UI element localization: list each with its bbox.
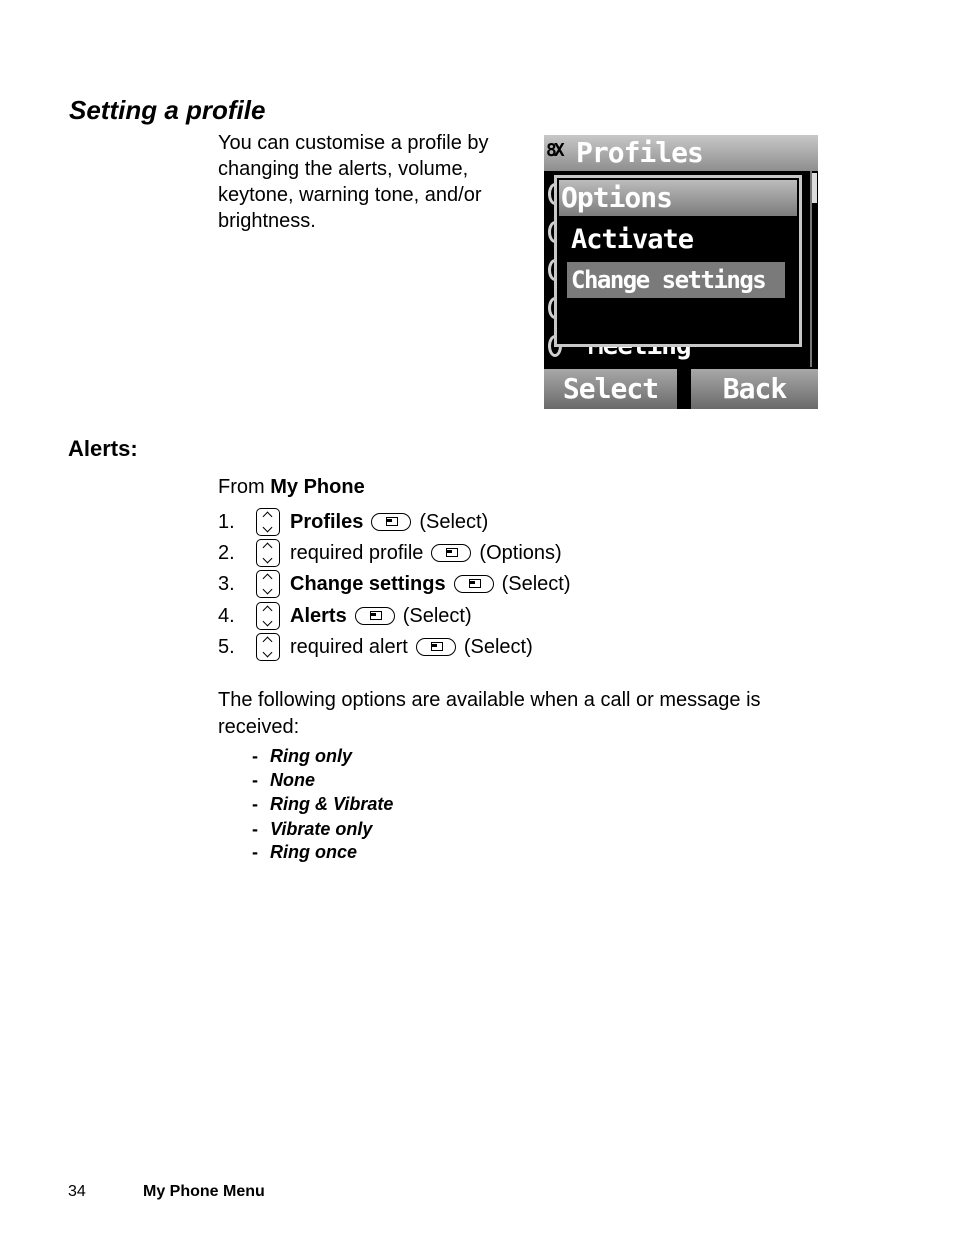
step-number: 1.: [218, 510, 235, 533]
nav-updown-icon: [256, 602, 280, 630]
alert-option-label: None: [270, 770, 315, 790]
step-number: 4.: [218, 604, 235, 627]
alert-option-label: Ring only: [270, 746, 352, 766]
nav-updown-icon: [256, 508, 280, 536]
soft-select-icon: [355, 607, 395, 625]
softkey-back: Back: [691, 369, 818, 409]
step-item: [218, 632, 533, 662]
step-action: (Select): [501, 572, 571, 595]
step-number: 5.: [218, 635, 235, 658]
option-change-settings: Change settings: [567, 262, 785, 298]
section-title: Setting a profile: [69, 95, 266, 125]
softkey-select: Select: [544, 369, 677, 409]
step-item: [218, 538, 562, 568]
step-target: Alerts: [290, 604, 347, 627]
intro-paragraph: You can customise a profile by changing the alerts, volume, keytone, warning tone, and/or brightness.: [218, 132, 489, 232]
phone-softkeys: [544, 369, 818, 409]
soft-select-icon: [371, 513, 411, 531]
option-activate: Activate: [571, 224, 694, 255]
nav-updown-icon: [256, 539, 280, 567]
phone-title: Profiles: [576, 136, 703, 169]
alert-option-label: Ring once: [270, 842, 358, 862]
alert-option: - None: [252, 770, 315, 790]
step-number: 3.: [218, 572, 235, 595]
profile-icon: 8X: [546, 140, 562, 161]
alert-option: - Ring only: [252, 746, 352, 766]
popup-title: Options: [561, 181, 673, 214]
step-target: Profiles: [290, 510, 364, 533]
nav-updown-icon: [256, 633, 280, 661]
phone-title-bar: [544, 135, 818, 171]
step-target: required profile: [290, 541, 424, 564]
nav-updown-icon: [256, 570, 280, 598]
soft-select-icon: [416, 638, 456, 656]
popup-title-bar: [559, 180, 797, 216]
from-prefix: From: [218, 476, 265, 498]
phone-scroll-thumb: [812, 173, 817, 203]
from-location: My Phone: [270, 476, 365, 498]
step-action: (Options): [479, 541, 562, 564]
alert-option: - Ring once: [252, 842, 358, 862]
footer-section-title: My Phone Menu: [143, 1183, 265, 1200]
step-item: [218, 601, 472, 631]
alert-option: - Vibrate only: [252, 819, 373, 839]
step-action: (Select): [419, 510, 489, 533]
from-line: [218, 476, 365, 499]
alert-option-label: Vibrate only: [270, 819, 373, 839]
step-item: [218, 507, 488, 537]
phone-screenshot: [544, 135, 818, 409]
options-intro: The following options are available when a call or message is received:: [218, 689, 761, 738]
step-action: (Select): [463, 635, 533, 658]
step-action: (Select): [402, 604, 472, 627]
alerts-heading: Alerts:: [68, 436, 138, 461]
options-popup: [554, 175, 802, 347]
step-target: required alert: [290, 635, 408, 658]
page-number: 34: [68, 1183, 86, 1200]
soft-select-icon: [454, 575, 494, 593]
step-target: Change settings: [290, 572, 446, 595]
step-item: [218, 569, 570, 599]
alert-option: - Ring & Vibrate: [252, 794, 394, 814]
soft-select-icon: [431, 544, 471, 562]
alert-option-label: Ring & Vibrate: [270, 794, 394, 814]
step-number: 2.: [218, 541, 235, 564]
